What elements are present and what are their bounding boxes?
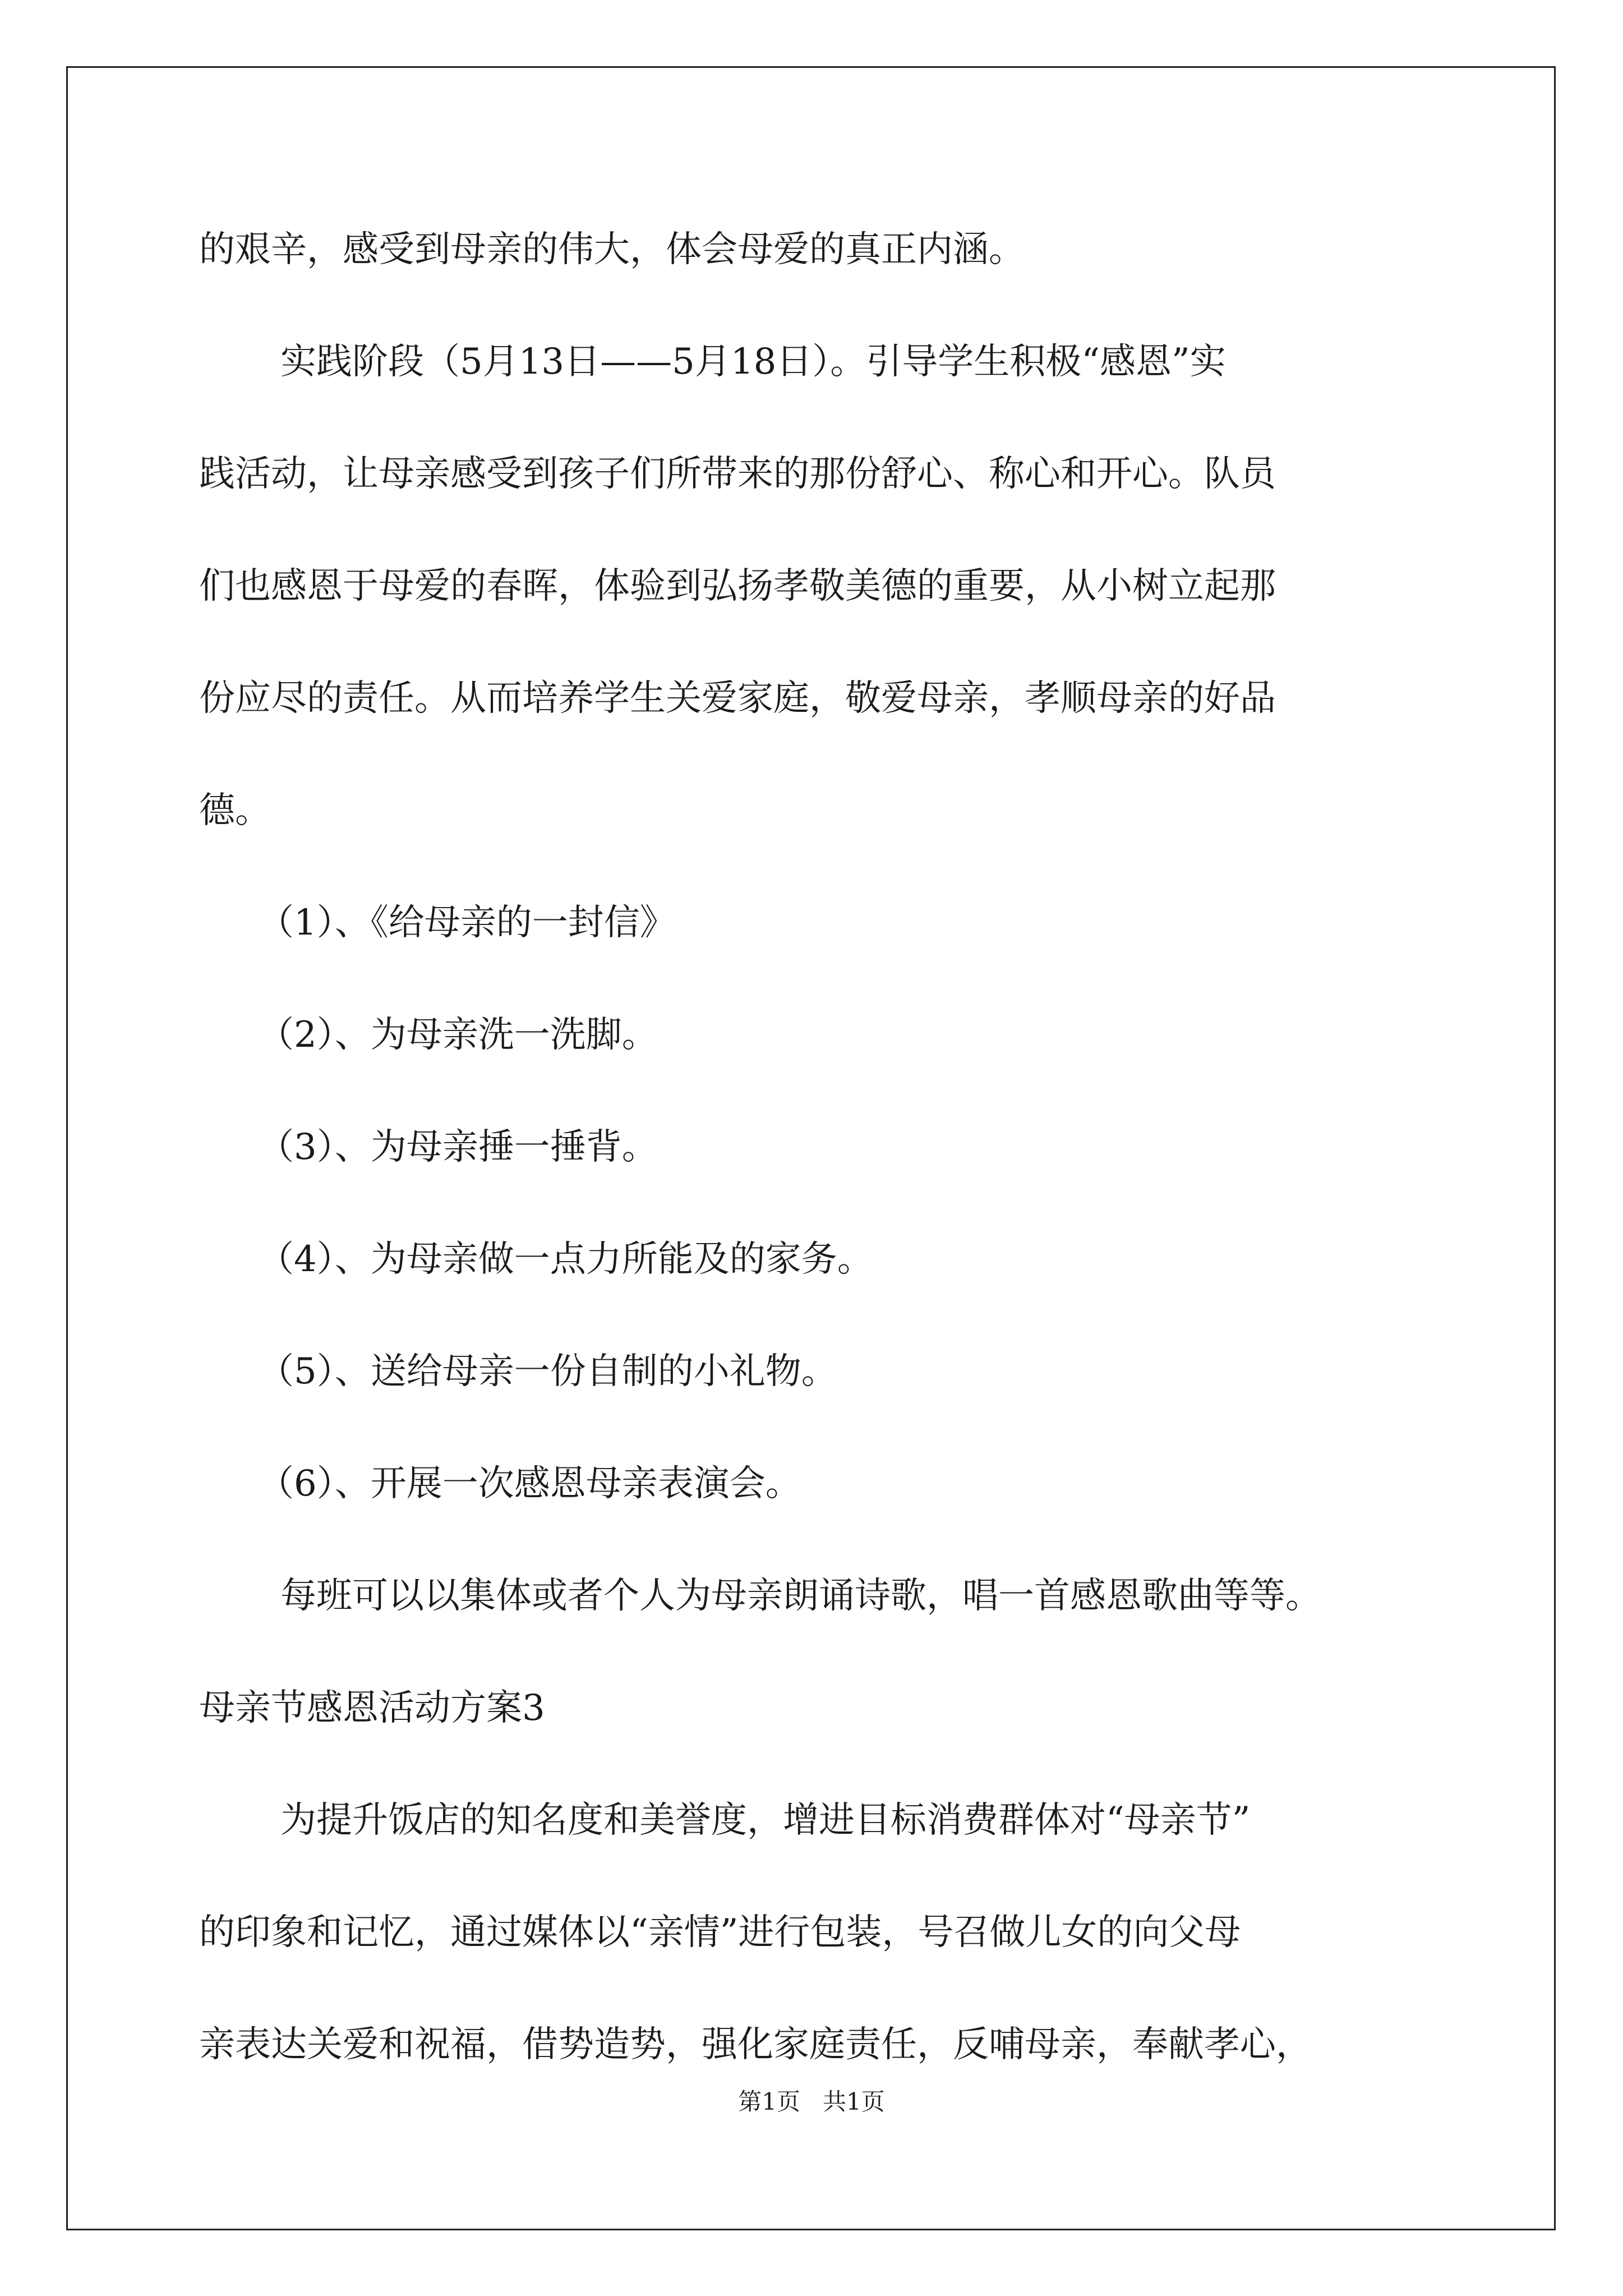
list-item: （2）、为母亲洗一洗脚。	[258, 1014, 658, 1056]
paragraph-line: 份应尽的责任。从而培养学生关爱家庭，敬爱母亲，孝顺母亲的好品	[199, 678, 1276, 719]
paragraph-line: 亲表达关爱和祝福，借势造势，强化家庭责任，反哺母亲，奉献孝心，	[199, 2024, 1312, 2065]
list-item: （4）、为母亲做一点力所能及的家务。	[258, 1239, 873, 1280]
section-heading: 母亲节感恩活动方案3	[199, 1687, 545, 1729]
paragraph-line: 实践阶段（5月13日——5月18日）。引导学生积极“感恩”实	[280, 341, 1226, 383]
paragraph-line: 的印象和记忆，通过媒体以“亲情”进行包装，号召做儿女的向父母	[199, 1912, 1241, 1953]
list-item: （1）、《给母亲的一封信》	[258, 902, 676, 944]
paragraph-line: 们也感恩于母爱的春晖，体验到弘扬孝敬美德的重要，从小树立起那	[199, 565, 1276, 607]
list-item: （6）、开展一次感恩母亲表演会。	[258, 1463, 801, 1504]
list-item: （5）、送给母亲一份自制的小礼物。	[258, 1351, 837, 1392]
paragraph-line: 每班可以以集体或者个人为母亲朗诵诗歌，唱一首感恩歌曲等等。	[280, 1575, 1321, 1617]
page-number-footer: 第1页 共1页	[738, 2088, 885, 2115]
paragraph-line: 德。	[199, 790, 271, 831]
paragraph-line: 践活动，让母亲感受到孩子们所带来的那份舒心、称心和开心。队员	[199, 453, 1276, 495]
paragraph-line: 为提升饭店的知名度和美誉度，增进目标消费群体对“母亲节”	[280, 1800, 1251, 1841]
list-item: （3）、为母亲捶一捶背。	[258, 1126, 658, 1168]
paragraph-line: 的艰辛，感受到母亲的伟大，体会母爱的真正内涵。	[199, 229, 1025, 270]
